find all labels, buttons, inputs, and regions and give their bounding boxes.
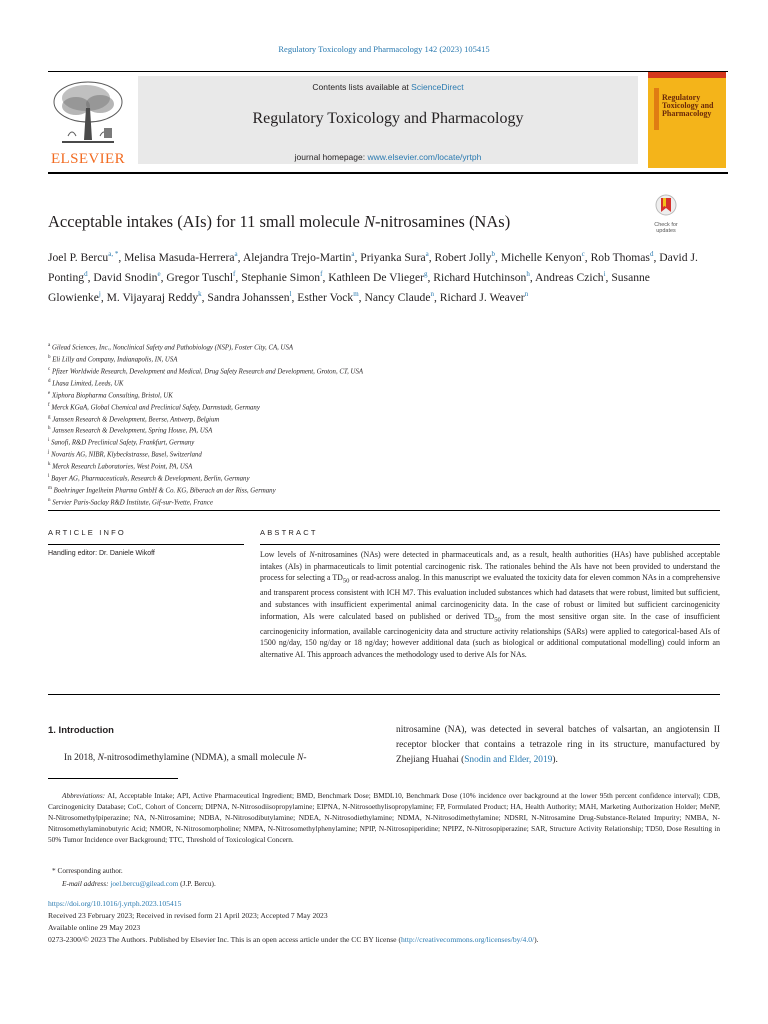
introduction-right-column (396, 723, 720, 768)
introduction-left-column (48, 751, 374, 766)
author-affiliation-marker[interactable]: a (234, 250, 238, 258)
affiliation-text: Servier Paris-Saclay R&D Institute, Gif-sur-Yvette, France (52, 499, 213, 507)
affiliation-item (48, 365, 708, 377)
check-for-updates-icon (655, 194, 677, 216)
intro-text: In 2018, (64, 753, 98, 763)
author-name[interactable]: Gregor Tuschl (166, 270, 234, 284)
author-name[interactable]: Esther Vock (297, 290, 354, 304)
check-for-updates-badge[interactable] (646, 194, 686, 234)
author-name[interactable]: Richard J. Weaver (439, 290, 525, 304)
elsevier-tree-icon (48, 78, 128, 148)
affiliation-marker: c (48, 366, 51, 372)
introduction-heading: 1. Introduction (48, 725, 114, 736)
affiliation-text: Janssen Research & Development, Spring House, PA, USA (52, 427, 213, 435)
abstract-part: -nitrosamines (NAs) were detected in pharmaceuticals and, as a result, health authorities (HAs) have published acceptable intakes (AIs) in pharmaceuticals to limit potential carcinogenic risk. The rationales behind the AIs have not been provided to understand the process for selecting a TD (260, 550, 720, 583)
license-text-end: ). (534, 935, 539, 944)
author-affiliation-marker[interactable]: c (581, 250, 585, 258)
author-separator: , (584, 250, 591, 264)
author-affiliation-marker[interactable]: k (198, 289, 202, 298)
author-name[interactable]: Nancy Claude (364, 290, 431, 304)
affiliation-text: Janssen Research & Development, Beerse, Antwerp, Belgium (52, 415, 220, 423)
article-info-heading: ARTICLE INFO (48, 528, 126, 537)
received-dates: Received 23 February 2023; Received in revised form 21 April 2023; Accepted 7 May 2023 (48, 911, 328, 920)
author-affiliation-marker[interactable]: a (351, 250, 355, 258)
intro-n-italic: N (97, 753, 104, 763)
intro-text: ). (552, 755, 558, 765)
section-divider (48, 510, 720, 511)
contents-prefix: Contents lists available at (312, 82, 412, 92)
author-separator: , (291, 290, 298, 304)
author-separator: , (495, 250, 501, 264)
abstract-rule (260, 544, 720, 545)
abbreviations-footnote (48, 790, 720, 845)
abstract-part: from the most sensitive organ site. In the case of insufficient carcinogenicity information, available carcinogenicity data and structure activity relationships (SARs) were applied to categorical-based AIs of 1500 ng/day, 150 ng/day or 18 ng/day; however additional data (such as biological or additional computational modelling) could inform an alternative AI. This approach advances the methodology used to derive AIs for NAs. (260, 611, 721, 659)
affiliation-text: Eli Lilly and Company, Indianapolis, IN, USA (52, 356, 178, 364)
affiliation-item (48, 460, 708, 472)
abstract-part: or read-across analog. In this manuscript we evaluated the toxicity data for eleven common NAs in a comprehensive and transparent process consistent with ICH M7. This evaluation included substances which had datasets that were robust, limited but sufficient, and substances with insufficient experimental animal carcinogenicity data. In the case of robust or limited but sufficient carcinogenicity information, AIs were calculated based on published or derived TD (260, 573, 721, 621)
author-name[interactable]: David J. Ponting (48, 250, 698, 284)
affiliation-list (48, 341, 708, 508)
journal-homepage-line (138, 152, 638, 162)
handling-editor: Handling editor: Dr. Daniele Wikoff (48, 550, 155, 557)
author-affiliation-marker[interactable]: d (84, 269, 88, 278)
corresponding-author-note: * Corresponding author. (52, 866, 123, 875)
affiliation-text: Pfizer Worldwide Research, Development and Medical, Drug Safety Research and Development, Groton, CT, USA (51, 368, 364, 376)
author-affiliation-marker[interactable]: e (157, 269, 161, 278)
author-separator: , (118, 250, 125, 264)
abstract-n-italic: N (309, 550, 315, 559)
author-separator: , (354, 250, 361, 264)
affiliation-item (48, 472, 708, 484)
affiliation-item (48, 424, 708, 436)
affiliation-marker: f (48, 402, 50, 408)
author-affiliation-marker[interactable]: j (98, 289, 101, 298)
author-affiliation-marker[interactable]: a (425, 250, 429, 258)
author-name[interactable]: Alejandra Trejo-Martin (242, 250, 352, 264)
author-list (48, 246, 708, 306)
affiliation-item (48, 484, 708, 496)
affiliation-item (48, 436, 708, 448)
affiliation-marker: k (48, 462, 51, 468)
cover-top-bar (648, 72, 726, 78)
author-separator: , (100, 290, 107, 304)
affiliation-marker: i (48, 438, 50, 444)
affiliation-item (48, 341, 708, 353)
author-separator: , (433, 290, 440, 304)
journal-title: Regulatory Toxicology and Pharmacology (252, 110, 524, 127)
affiliation-marker: m (48, 486, 52, 492)
affiliation-text: Bayer AG, Pharmaceuticals, Research & Development, Berlin, Germany (51, 475, 250, 483)
email-suffix: (J.P. Bercu). (178, 879, 216, 888)
check-for-updates-label: Check for updates (654, 222, 678, 234)
affiliation-marker: l (48, 474, 50, 480)
article-title (48, 212, 510, 232)
sciencedirect-link[interactable]: ScienceDirect (411, 82, 464, 92)
author-separator: , (235, 270, 242, 284)
affiliation-item (48, 496, 708, 508)
author-affiliation-marker[interactable]: a, * (108, 250, 119, 258)
license-link[interactable]: http://creativecommons.org/licenses/by/4.0/ (400, 935, 535, 944)
publication-info (48, 898, 738, 946)
affiliation-text: Xiphora Biopharma Consulting, Bristol, UK (51, 391, 173, 399)
title-n-italic: N (363, 212, 375, 231)
affiliation-text: Sanofi, R&D Preclinical Safety, Frankfurt, Germany (51, 439, 195, 447)
journal-masthead (48, 71, 728, 174)
abstract-bottom-divider (48, 694, 720, 695)
masthead-center (138, 76, 638, 164)
affiliation-marker: b (48, 354, 51, 360)
citation-link[interactable]: Snodin and Elder, 2019 (464, 755, 553, 765)
elsevier-logo[interactable] (48, 78, 128, 166)
affiliation-text: Lhasa Limited, Leeds, UK (52, 380, 124, 388)
author-affiliation-marker[interactable]: i (603, 269, 606, 278)
doi-link[interactable]: https://doi.org/10.1016/j.yrtph.2023.105415 (48, 899, 182, 908)
footnote-rule (48, 778, 178, 779)
author-affiliation-marker[interactable]: h (526, 269, 530, 278)
email-label: E-mail address: (62, 879, 109, 888)
affiliation-text: Merck Research Laboratories, West Point, PA, USA (52, 463, 193, 471)
author-separator: , (201, 290, 208, 304)
author-separator: , (529, 270, 535, 284)
author-separator: , (358, 290, 365, 304)
abbreviations-text: AI, Acceptable Intake; API, Active Pharmaceutical Ingredient; BMD, Benchmark Dose; BMDL10, Benchmark Dose (10% incidence over background at the lower 95th percent confidence interval); CDB, Carcinogenicity Database; CoC, Cohort of Concern; DIPNA, N-Nitrosodiisopropylamine; EIPNA, N-Nitrosoethylisopropylamine; FP, Formulated Product; HA, Health Authority; MAH, Marketing Authorization Holder; MeNP, N-Nitrosomethylpiperazine; NA, N-Nitrosamine; NDBA, N-Nitrosodibutylamine; NDEA, N-Nitrosodiethylamine; NDMA, N-Nitrosodimethylamine; NDSRI, N-Nitrosamine Drug-Substance-Related Impurity; NMBA, N-Nitrosomethylaminobutyric Acid; NMOR, N-Nitrosomorpholine; NMPA, N-Nitrosomethylphenylamine; NPIP, N-Nitrosopiperidine; NPIPZ, N-Nitrosopiperazine; SAR, Structure Activity Relationship; TD50, Dose Resulting in 50% Tumor Incidence over Background; TTC, Threshold of Toxicological Concern. (48, 791, 720, 845)
author-name[interactable]: Richard Hutchinson (433, 270, 527, 284)
author-name[interactable]: Melisa Masuda-Herrera (124, 250, 235, 264)
author-separator: , (87, 270, 94, 284)
author-name[interactable]: Stephanie Simon (241, 270, 321, 284)
affiliation-marker: j (48, 450, 50, 456)
author-affiliation-marker[interactable]: n (430, 289, 434, 298)
affiliation-marker: e (48, 390, 51, 396)
affiliation-marker: h (48, 426, 51, 432)
email-line (62, 879, 216, 888)
author-separator: , (427, 270, 434, 284)
author-affiliation-marker[interactable]: f (320, 269, 323, 278)
contents-line (138, 82, 638, 92)
affiliation-marker: g (48, 414, 51, 420)
author-affiliation-marker[interactable]: b (491, 250, 496, 258)
affiliation-item (48, 448, 708, 460)
email-link[interactable]: joel.bercu@gilead.com (110, 879, 179, 888)
author-name[interactable]: M. Vijayaraj Reddy (106, 290, 199, 304)
affiliation-marker: n (48, 497, 51, 503)
author-name[interactable]: Susanne Glowienke (48, 270, 650, 304)
homepage-prefix: journal homepage: (294, 152, 368, 162)
license-line (48, 934, 738, 946)
intro-text: - (303, 753, 307, 763)
author-name[interactable]: Robert Jolly (434, 250, 492, 264)
author-separator: , (605, 270, 612, 284)
affiliation-item (48, 353, 708, 365)
affiliation-text: Boehringer Ingelheim Pharma GmbH & Co. KG, Biberach an der Riss, Germany (53, 487, 276, 495)
author-name[interactable]: Priyanka Sura (360, 250, 426, 264)
author-separator: , (237, 250, 243, 264)
affiliation-marker: d (48, 378, 51, 384)
author-name[interactable]: Sandra Johanssen (207, 290, 290, 304)
intro-text: nitrosamine (NA), was detected in several batches of valsartan, an angiotensin II receptor blocker that contains a tetrazole ring in its structure, manufactured by Zhejiang Huahai ( (396, 725, 720, 765)
author-affiliation-marker[interactable]: f (233, 269, 236, 278)
cover-art (654, 88, 659, 130)
article-info-rule (48, 544, 244, 545)
author-name[interactable]: Joel P. Bercu (48, 250, 109, 264)
author-name[interactable]: Rob Thomas (590, 250, 650, 264)
author-affiliation-marker[interactable]: l (289, 289, 292, 298)
affiliation-item (48, 413, 708, 425)
affiliation-text: Gilead Sciences, Inc., Nonclinical Safety and Pathobiology (NSP), Foster City, CA, USA (51, 344, 293, 352)
cover-title: Regulatory Toxicology and Pharmacology (662, 93, 714, 118)
journal-reference[interactable]: Regulatory Toxicology and Pharmacology 142 (2023) 105415 (278, 44, 490, 54)
abbreviations-label: Abbreviations: (62, 791, 106, 800)
author-separator: , (653, 250, 660, 264)
title-text-end: -nitrosamines (NAs) (375, 212, 511, 231)
author-separator: , (428, 250, 435, 264)
affiliation-item (48, 389, 708, 401)
author-affiliation-marker[interactable]: n (524, 289, 529, 298)
journal-cover[interactable] (648, 72, 726, 168)
author-separator: , (160, 270, 167, 284)
intro-n-italic: N (297, 753, 304, 763)
abstract-part: Low levels of (260, 550, 310, 559)
author-affiliation-marker[interactable]: m (353, 289, 359, 298)
author-separator: , (322, 270, 329, 284)
available-online-date: Available online 29 May 2023 (48, 923, 141, 932)
affiliation-text: Novartis AG, NIBR, Klybeckstrasse, Basel, Switzerland (51, 451, 202, 459)
author-name[interactable]: David Snodin (93, 270, 158, 284)
intro-text: -nitrosodimethylamine (NDMA), a small molecule (103, 753, 298, 763)
author-name[interactable]: Michelle Kenyon (500, 250, 582, 264)
homepage-link[interactable]: www.elsevier.com/locate/yrtph (367, 152, 482, 162)
author-name[interactable]: Andreas Czich (534, 270, 604, 284)
td50-subscript: 50 (494, 616, 501, 624)
affiliation-marker: a (48, 343, 51, 348)
license-text: 0273-2300/© 2023 The Authors. Published by Elsevier Inc. This is an open access article under the CC BY license ( (48, 935, 401, 944)
author-affiliation-marker[interactable]: d (649, 250, 654, 258)
title-text-start: Acceptable intakes (AIs) for 11 small molecule (48, 212, 364, 231)
publisher-wordmark: ELSEVIER (50, 151, 126, 167)
affiliation-item (48, 401, 708, 413)
abstract-heading: ABSTRACT (260, 528, 318, 537)
author-affiliation-marker[interactable]: g (423, 269, 428, 278)
td50-subscript: 50 (342, 577, 350, 585)
affiliation-text: Merck KGaA, Global Chemical and Preclinical Safety, Darmstadt, Germany (51, 403, 260, 411)
abstract-text (260, 549, 720, 661)
affiliation-item (48, 377, 708, 389)
author-name[interactable]: Kathleen De Vlieger (328, 270, 424, 284)
